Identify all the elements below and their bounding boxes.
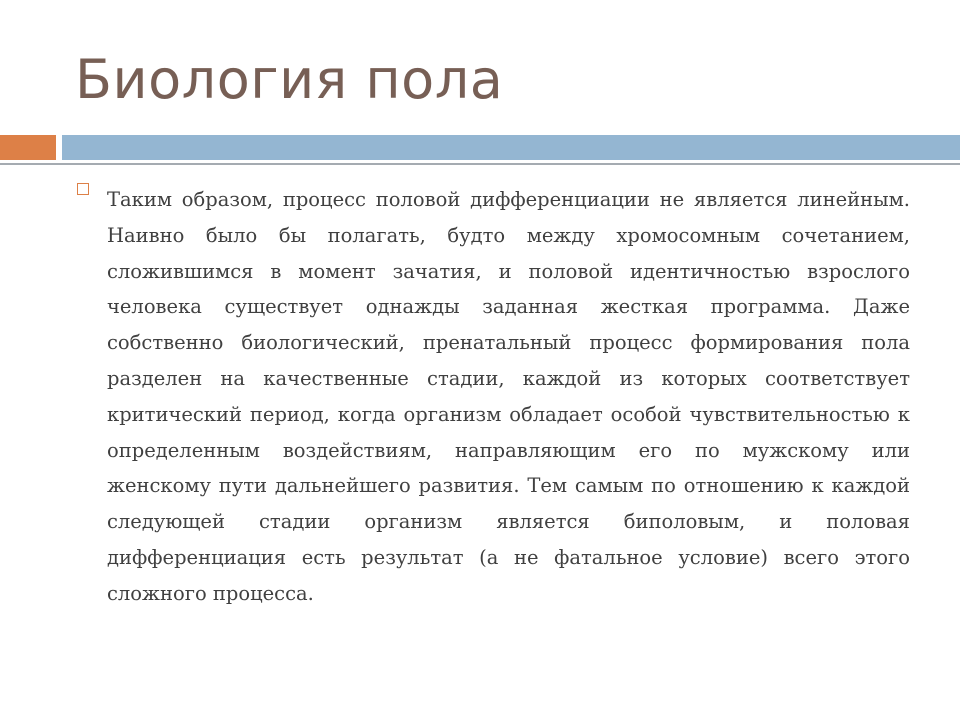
hollow-square-bullet-icon xyxy=(77,183,89,195)
slide-title: Биология пола xyxy=(75,48,504,111)
accent-bar xyxy=(0,135,56,160)
body-paragraph: Таким образом, процесс половой дифференциации не является линейным. Наивно было бы полагать, будто между хромосомным сочетанием, сложившимся в момент зачатия, и половой идентичностью взрослого человека существует однажды заданная жесткая программа. Даже собственно биологический, пренатальный процесс формирования пола разделен на качественные стадии, каждой из которых соответствует критический период, когда организм обладает особой чувствительностью к определенным воздействиям, направляющим его по мужскому или женскому пути дальнейшего развития. Тем самым по отношению к каждой следующей стадии организм является биполовым, и половая дифференциация есть результат (а не фатальное условие) всего этого сложного процесса. xyxy=(107,188,910,605)
divider-line xyxy=(0,163,960,165)
title-underline-bar xyxy=(62,135,960,160)
